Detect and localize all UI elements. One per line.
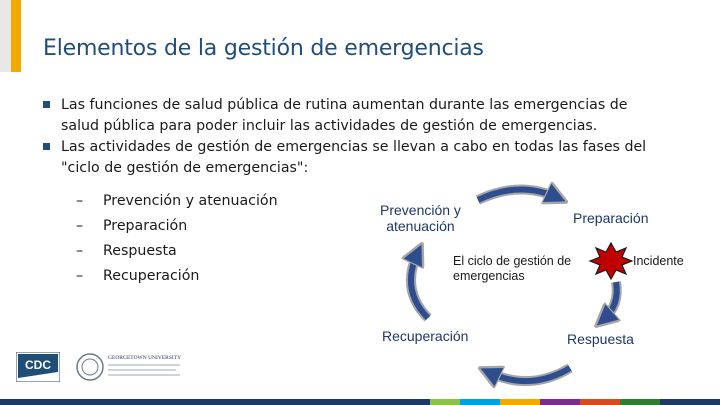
cycle-label-line: atenuación [386, 218, 455, 234]
cycle-label-line: Prevención y [380, 202, 461, 218]
bullet-line: salud pública para poder incluir las actividades de gestión de emergencias. [61, 118, 598, 134]
bullet-line: Las actividades de gestión de emergencias se llevan a cabo en todas las fases del [61, 139, 647, 155]
bullet-line: Las funciones de salud pública de rutina aumentan durante las emergencias de [61, 97, 628, 113]
strip-segment [620, 399, 660, 405]
sub-item-label: Preparación [103, 218, 188, 234]
strip-segment [460, 399, 500, 405]
georgetown-logo [76, 350, 186, 384]
dash-icon: – [76, 268, 84, 284]
cdc-logo-text: CDC [25, 358, 51, 372]
strip-segment [430, 399, 460, 405]
arrow-prevention-to-preparation [478, 189, 558, 200]
cycle-label-prevention [380, 202, 461, 234]
georgetown-logo-text: GEORGETOWN UNIVERSITY [108, 355, 182, 361]
strip-segment [500, 399, 540, 405]
dash-icon: – [76, 218, 84, 234]
bullet-line: "ciclo de gestión de emergencias": [61, 160, 309, 176]
incident-label: Incidente [633, 254, 684, 268]
cycle-label-recovery: Recuperación [382, 328, 469, 344]
bottom-color-strip [0, 399, 720, 405]
arrow-incident-to-response [603, 282, 617, 320]
sub-item-label: Recuperación [103, 268, 200, 284]
arrow-response-to-recovery [488, 368, 570, 381]
dash-icon: – [76, 243, 84, 259]
strip-segment [580, 399, 620, 405]
slide-title: Elementos de la gestión de emergencias [43, 36, 484, 61]
dash-icon: – [76, 193, 84, 209]
cycle-center-line: El ciclo de gestión de [453, 254, 572, 268]
cycle-center-label [453, 254, 571, 284]
cycle-label-response: Respuesta [567, 331, 634, 347]
strip-segment [540, 399, 580, 405]
sub-item-label: Prevención y atenuación [103, 193, 278, 209]
strip-segment [0, 399, 430, 405]
strip-segment [660, 399, 720, 405]
incident-burst-icon [590, 243, 632, 279]
arrow-recovery-to-prevention [411, 252, 428, 318]
cycle-label-preparation: Preparación [573, 210, 649, 226]
cycle-center-line: emergencias [453, 269, 525, 283]
cdc-logo [16, 352, 60, 382]
sub-item-label: Respuesta [103, 243, 177, 259]
